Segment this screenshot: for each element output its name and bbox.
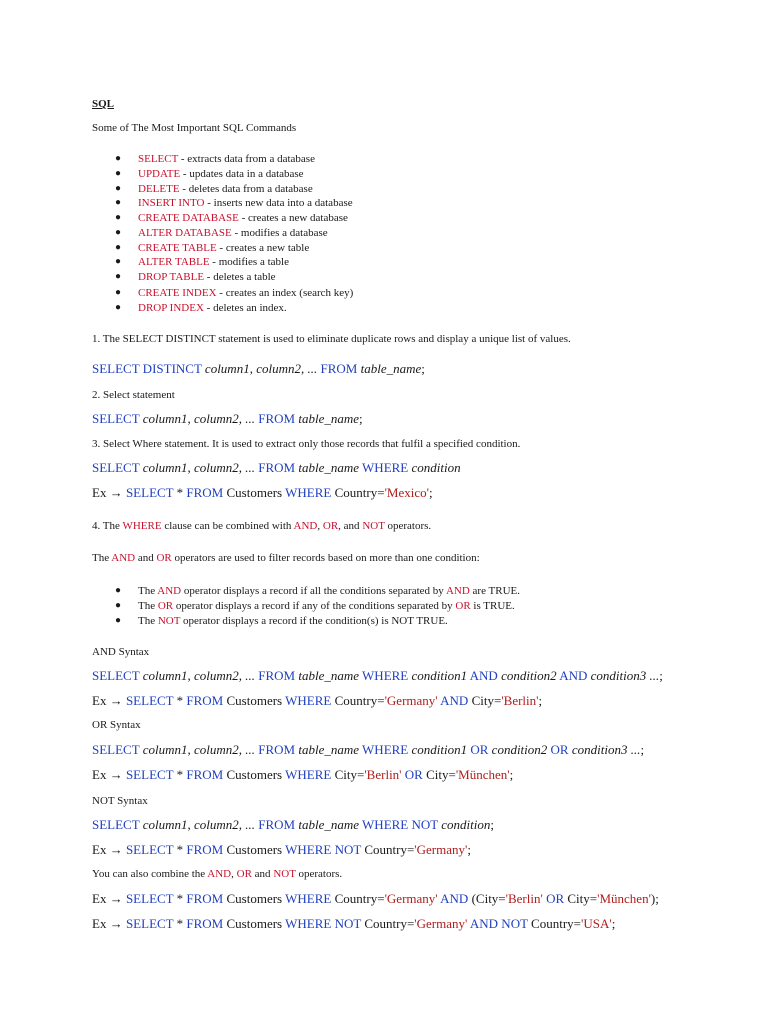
text-fragment: , and (338, 520, 363, 532)
text-fragment: * (173, 485, 187, 500)
text-fragment: column1 (142, 411, 188, 426)
text-fragment: table_name (298, 742, 360, 757)
text-fragment: * (173, 891, 187, 906)
text-fragment: ; (421, 361, 425, 376)
sql-code-line (92, 411, 363, 427)
text-fragment: 2. Select statement (92, 389, 175, 401)
sql-keyword: FROM (186, 891, 224, 906)
command-keyword: DELETE (138, 183, 180, 195)
sql-keyword: OR (322, 520, 339, 532)
text-fragment: , (187, 668, 194, 683)
sql-keyword: FROM (186, 485, 224, 500)
sql-keyword: SELECT (92, 668, 143, 683)
text-fragment: condition2 (501, 668, 557, 683)
doc-title: SQL (92, 98, 115, 110)
sql-code-line (92, 916, 615, 932)
text-fragment: The (138, 600, 158, 612)
string-literal: 'Berlin' (501, 693, 539, 708)
sql-keyword: WHERE (285, 891, 332, 906)
sql-keyword: OR (455, 600, 471, 612)
text-fragment: Country= (361, 842, 415, 857)
text-fragment: Customers (223, 693, 286, 708)
sql-keyword: FROM (255, 668, 299, 683)
text-fragment: Ex → (92, 767, 126, 782)
text-fragment: * (173, 767, 187, 782)
text-fragment: The (92, 552, 112, 564)
string-literal: 'Mexico' (384, 485, 429, 500)
sql-keyword: AND NOT (467, 916, 528, 931)
string-literal: 'Germany' (414, 916, 468, 931)
sql-keyword: FROM (255, 742, 299, 757)
text-fragment: column2, ... (193, 411, 255, 426)
string-literal: 'Germany' (414, 842, 468, 857)
text-fragment: The (138, 585, 158, 597)
text-fragment: * (173, 916, 187, 931)
text-fragment: ; (490, 817, 494, 832)
sql-keyword: FROM (186, 693, 224, 708)
sql-keyword: AND (111, 552, 136, 564)
sql-keyword: WHERE (285, 485, 332, 500)
command-keyword: CREATE TABLE (138, 242, 217, 254)
text-fragment: operator displays a record if all the conditions separated by (181, 585, 446, 597)
text-fragment: City= (468, 693, 502, 708)
text-fragment: , (187, 742, 194, 757)
text-fragment: NOT Syntax (92, 795, 148, 807)
sql-code-line (92, 767, 513, 783)
sql-keyword: AND (556, 668, 591, 683)
bullet-icon: ● (115, 242, 122, 253)
sql-keyword: WHERE (359, 742, 412, 757)
text-fragment: Ex → (92, 485, 126, 500)
sql-keyword: SELECT (125, 842, 174, 857)
text-fragment: column1 (142, 817, 188, 832)
text-line (92, 718, 141, 732)
sql-keyword: WHERE (285, 767, 332, 782)
text-fragment: Customers (223, 842, 286, 857)
sql-keyword: NOT (273, 868, 296, 880)
text-fragment: column2, ... (193, 742, 255, 757)
bullet-icon: ● (115, 302, 122, 313)
sql-keyword: WHERE (359, 668, 412, 683)
text-fragment: table_name (360, 361, 422, 376)
sql-keyword: SELECT (125, 767, 174, 782)
command-description: - creates a new table (216, 242, 310, 254)
sql-code-line (92, 485, 433, 501)
sql-keyword: AND (467, 668, 502, 683)
sql-keyword: SELECT (125, 485, 174, 500)
sql-keyword: NOT (157, 615, 181, 627)
text-fragment: Customers (223, 891, 286, 906)
sql-keyword: FROM (186, 767, 224, 782)
sql-code-line (92, 842, 471, 858)
text-fragment: clause can be combined with (161, 520, 294, 532)
sql-keyword: SELECT (92, 460, 143, 475)
sql-keyword: FROM (186, 842, 224, 857)
string-literal: 'Germany' (384, 891, 438, 906)
text-fragment: , (249, 361, 257, 376)
sql-keyword: OR (156, 552, 172, 564)
text-line (92, 437, 520, 451)
text-line (92, 519, 431, 533)
bullet-icon: ● (115, 212, 122, 223)
text-fragment: table_name (298, 817, 360, 832)
text-fragment: Customers (223, 485, 286, 500)
text-fragment: ; (640, 742, 645, 757)
text-fragment: * (173, 693, 187, 708)
command-description: - inserts new data into a database (204, 197, 353, 209)
sql-keyword: AND (207, 868, 232, 880)
sql-keyword: NOT (362, 520, 385, 532)
bullet-icon: ● (115, 153, 122, 164)
text-fragment: 4. The (92, 520, 123, 532)
text-fragment: operators. (384, 520, 432, 532)
doc-subtitle: Some of The Most Important SQL Commands (92, 122, 297, 134)
command-description: - deletes data from a database (179, 183, 313, 195)
text-fragment: Country= (331, 891, 385, 906)
sql-keyword: OR (542, 891, 565, 906)
text-fragment: Country= (527, 916, 581, 931)
bullet-icon: ● (115, 287, 122, 298)
text-fragment: , (187, 411, 194, 426)
sql-keyword: OR (467, 742, 492, 757)
bullet-icon: ● (115, 183, 122, 194)
bullet-icon: ● (115, 600, 122, 611)
text-fragment: ; (611, 916, 616, 931)
text-fragment: Country= (361, 916, 415, 931)
text-fragment: condition1 (411, 742, 468, 757)
sql-keyword: AND (445, 585, 470, 597)
sql-keyword: AND (437, 693, 469, 708)
sql-code-line (92, 668, 663, 684)
text-fragment: condition3 ... (590, 668, 660, 683)
bullet-icon: ● (115, 168, 122, 179)
bullet-icon: ● (115, 197, 122, 208)
command-description: - extracts data from a database (178, 153, 315, 165)
string-literal: 'Germany' (384, 693, 438, 708)
text-fragment: ); (650, 891, 659, 906)
text-fragment: , (231, 868, 237, 880)
string-literal: 'USA' (581, 916, 612, 931)
command-description: - creates a new database (238, 212, 348, 224)
command-keyword: DROP TABLE (138, 271, 205, 283)
sql-keyword: SELECT (92, 817, 143, 832)
text-fragment: Ex → (92, 693, 126, 708)
sql-keyword: SELECT DISTINCT (92, 361, 205, 376)
command-keyword: ALTER DATABASE (138, 227, 232, 239)
bullet-icon: ● (115, 615, 122, 626)
sql-keyword: FROM (255, 411, 299, 426)
sql-keyword: FROM (255, 460, 299, 475)
sql-code-line (92, 817, 494, 833)
sql-keyword: SELECT (125, 891, 174, 906)
text-line (92, 794, 148, 808)
sql-keyword: AND (437, 891, 469, 906)
sql-keyword: SELECT (92, 411, 143, 426)
text-fragment: , (187, 460, 194, 475)
bullet-icon: ● (115, 256, 122, 267)
text-fragment: ; (428, 485, 433, 500)
text-fragment: and (251, 868, 274, 880)
text-fragment: You can also combine the (92, 868, 208, 880)
text-fragment: 1. The SELECT DISTINCT statement is used to eliminate duplicate rows and display a unique list of values. (92, 333, 571, 345)
sql-keyword: WHERE NOT (285, 916, 362, 931)
text-fragment: AND Syntax (92, 646, 150, 658)
text-fragment: column2, ... (193, 817, 255, 832)
sql-keyword: FROM (186, 916, 224, 931)
text-fragment: is TRUE. (470, 600, 515, 612)
text-fragment: ; (359, 411, 363, 426)
text-fragment: column1 (142, 742, 188, 757)
sql-keyword: WHERE NOT (285, 842, 362, 857)
sql-code-line (92, 742, 644, 758)
string-literal: 'München' (597, 891, 651, 906)
string-literal: 'Berlin' (505, 891, 543, 906)
command-keyword: DROP INDEX (138, 302, 204, 314)
sql-keyword: OR (401, 767, 423, 782)
text-fragment: and (135, 552, 157, 564)
text-fragment: ; (509, 767, 514, 782)
sql-keyword: WHERE (359, 460, 412, 475)
text-line (92, 867, 342, 881)
text-fragment: Ex → (92, 891, 126, 906)
text-fragment: column1 (204, 361, 250, 376)
text-fragment: ; (538, 693, 543, 708)
sql-code-line (92, 693, 542, 709)
bullet-icon: ● (115, 271, 122, 282)
sql-keyword: SELECT (92, 742, 143, 757)
sql-keyword: AND (293, 520, 318, 532)
sql-code-line (92, 361, 425, 377)
text-fragment: column1 (142, 460, 188, 475)
command-description: - modifies a table (209, 256, 289, 268)
text-fragment: operator displays a record if the condition(s) is NOT TRUE. (180, 615, 448, 627)
text-fragment: column2, ... (193, 668, 255, 683)
text-fragment: table_name (298, 460, 360, 475)
text-fragment: City= (564, 891, 598, 906)
text-line (92, 645, 149, 659)
command-description: - modifies a database (231, 227, 328, 239)
command-keyword: UPDATE (138, 168, 181, 180)
sql-keyword: FROM (317, 361, 361, 376)
text-fragment: are TRUE. (469, 585, 520, 597)
sql-keyword: WHERE NOT (359, 817, 442, 832)
text-fragment: column2, ... (256, 361, 318, 376)
sql-keyword: OR (236, 868, 252, 880)
sql-keyword: WHERE (122, 520, 162, 532)
command-keyword: ALTER TABLE (138, 256, 210, 268)
string-literal: 'Berlin' (364, 767, 402, 782)
text-fragment: column2, ... (193, 460, 255, 475)
sql-code-line (92, 460, 461, 476)
text-fragment: Country= (331, 485, 385, 500)
text-fragment: 3. Select Where statement. It is used to extract only those records that fulfil a specified condition. (92, 438, 521, 450)
text-fragment: * (173, 842, 187, 857)
sql-keyword: FROM (255, 817, 299, 832)
text-line (92, 551, 480, 565)
text-fragment: operator displays a record if any of the conditions separated by (173, 600, 456, 612)
text-fragment: OR Syntax (92, 719, 141, 731)
text-fragment: operators. (295, 868, 343, 880)
text-fragment: condition2 (491, 742, 548, 757)
text-fragment: ; (659, 668, 663, 683)
text-fragment: condition (441, 817, 491, 832)
text-fragment: Country= (331, 693, 385, 708)
bullet-icon: ● (115, 227, 122, 238)
command-description: - deletes an index. (203, 302, 287, 314)
text-fragment: City= (331, 767, 365, 782)
text-fragment: The (138, 615, 158, 627)
text-fragment: table_name (298, 411, 360, 426)
command-description: - updates data in a database (180, 168, 304, 180)
sql-keyword: SELECT (125, 693, 174, 708)
text-fragment: , (317, 520, 323, 532)
text-line (92, 388, 175, 402)
sql-code-line (92, 891, 659, 907)
text-fragment: column1 (142, 668, 188, 683)
text-fragment: condition1 (411, 668, 468, 683)
text-fragment: condition (411, 460, 461, 475)
command-description: - creates an index (search key) (216, 287, 354, 299)
text-fragment: City= (422, 767, 456, 782)
command-keyword: INSERT INTO (138, 197, 205, 209)
text-fragment: table_name (298, 668, 360, 683)
command-keyword: SELECT (138, 153, 179, 165)
text-fragment: ; (467, 842, 471, 857)
command-keyword: CREATE INDEX (138, 287, 217, 299)
text-fragment: operators are used to filter records based on more than one condition: (171, 552, 480, 564)
text-fragment: Ex → (92, 916, 126, 931)
bullet-icon: ● (115, 585, 122, 596)
text-line (92, 332, 571, 346)
string-literal: 'München' (455, 767, 510, 782)
text-fragment: Ex → (92, 842, 126, 857)
sql-keyword: OR (157, 600, 174, 612)
text-fragment: (City= (468, 891, 506, 906)
text-fragment: Customers (223, 767, 286, 782)
command-description: - deletes a table (204, 271, 276, 283)
sql-keyword: AND (157, 585, 182, 597)
sql-keyword: SELECT (125, 916, 174, 931)
text-fragment: condition3 ... (571, 742, 641, 757)
sql-keyword: OR (547, 742, 572, 757)
command-keyword: CREATE DATABASE (138, 212, 239, 224)
sql-keyword: WHERE (285, 693, 332, 708)
text-fragment: Customers (223, 916, 286, 931)
text-fragment: , (187, 817, 194, 832)
